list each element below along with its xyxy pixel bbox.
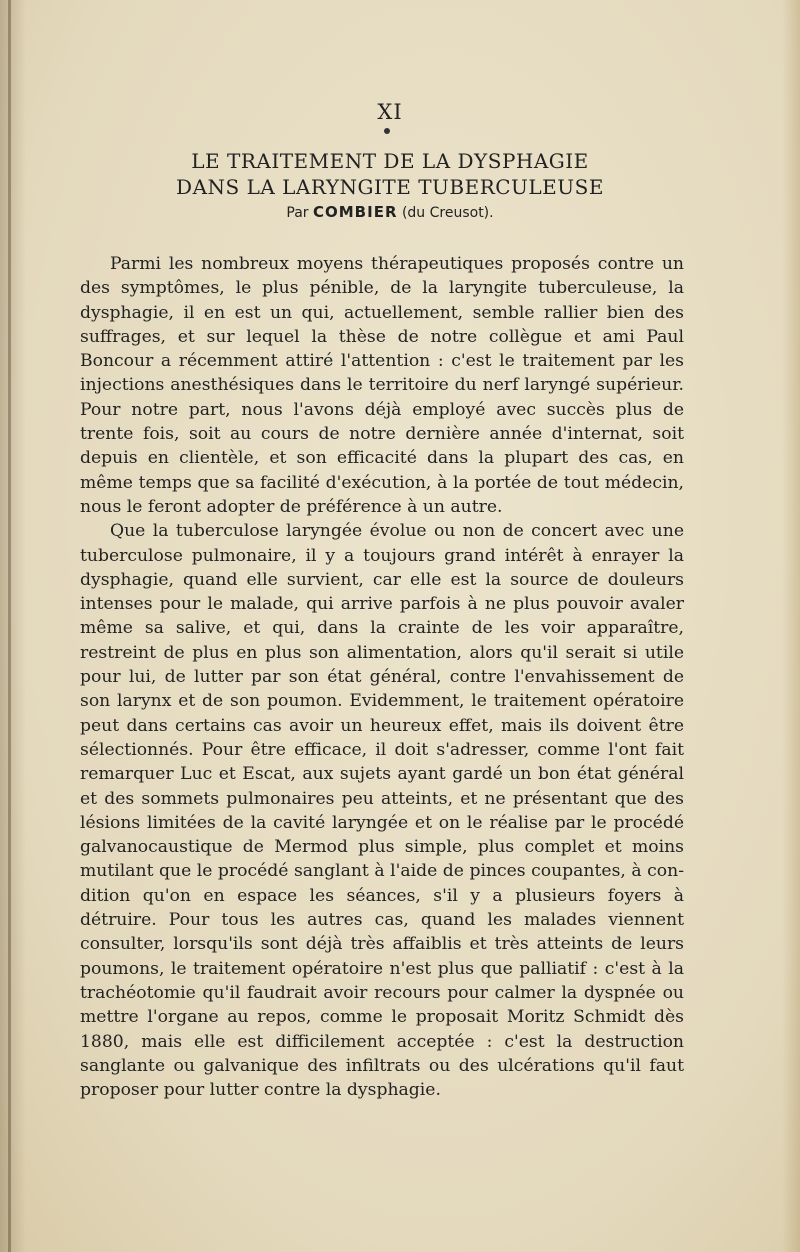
title-line-1: LE TRAITEMENT DE LA DYSPHAGIE bbox=[191, 149, 589, 173]
title-line-2: DANS LA LARYNGITE TUBERCULEUSE bbox=[176, 175, 604, 199]
author-name: COMBIER bbox=[313, 203, 398, 221]
author-location: (du Creusot). bbox=[401, 205, 494, 221]
byline-prefix: Par bbox=[286, 205, 309, 221]
byline bbox=[0, 203, 780, 221]
chapter-number: XI bbox=[377, 100, 403, 124]
article-body bbox=[80, 252, 684, 1102]
ornament-dot bbox=[384, 128, 390, 134]
paragraph-1: Parmi les nombreux moyens thérapeutiques proposés contre un des symptômes, le plus pénible, de la laryngite tuberculeuse, la dysphagie, il en est un qui, actuellement, semble rallier bien des suffrages, et sur lequel la thèse de notre collègue et ami Paul Boncour a récemment attiré l'attention : c'est le traitement par les injections anesthésiques dans le territoire du nerf laryngé supérieur. Pour notre part, nous l'avons déjà employé avec succès plus de trente fois, soit au cours de notre dernière année d'internat, soit depuis en clientèle, et son efficacité dans la plupart des cas, en même temps que sa facilité d'exécution, à la portée de tout médecin, nous le feront adopter de préférence à un autre. bbox=[80, 254, 684, 517]
paragraph-2: Que la tuberculose laryngée évolue ou non de concert avec une tuberculose pulmonaire, il y a toujours grand intérêt à enrayer la dysphagie, quand elle survient, car elle est la source de douleurs intenses pour le malade, qui arrive parfois à ne plus pouvoir avaler même sa salive, et qui, dans la crainte de les voir apparaître, restreint de plus en plus son alimentation, alors qu'il serait si utile pour lui, de lutter par son état général, contre l'envahissement de son larynx et de son poumon. Evidemment, le traitement opératoire peut dans certains cas avoir un heureux effet, mais ils doivent être sélectionnés. Pour être efficace, il doit s'adresser, comme l'ont fait remarquer Luc et Escat, aux sujets ayant gardé un bon état général et des sommets pulmonaires peu atteints, et ne présentant que des lésions limitées de la cavité laryngée et on le réalise par le procédé galvanocaustique de Mermod plus simple, plus complet et moins mutilant que le procédé sanglant à l'aide de pinces coupantes, à condition qu'on en espace les séances, s'il y a plusieurs foyers à détruire. Pour tous les autres cas, quand les malades viennent consulter, lorsqu'ils sont déjà très affaiblis et très atteints de leurs poumons, le traitement opératoire n'est plus que palliatif : c'est à la trachéotomie qu'il faudrait avoir recours pour calmer la dyspnée ou mettre l'organe au repos, comme le proposait Moritz Schmidt dès 1880, mais elle est difficilement acceptée : c'est la destruction sanglante ou galvanique des infiltrats ou des ulcérations qu'il faut proposer pour lutter contre la dysphagie. bbox=[80, 521, 684, 1101]
article-title bbox=[0, 148, 780, 200]
page-edge-shadow bbox=[782, 0, 800, 1252]
